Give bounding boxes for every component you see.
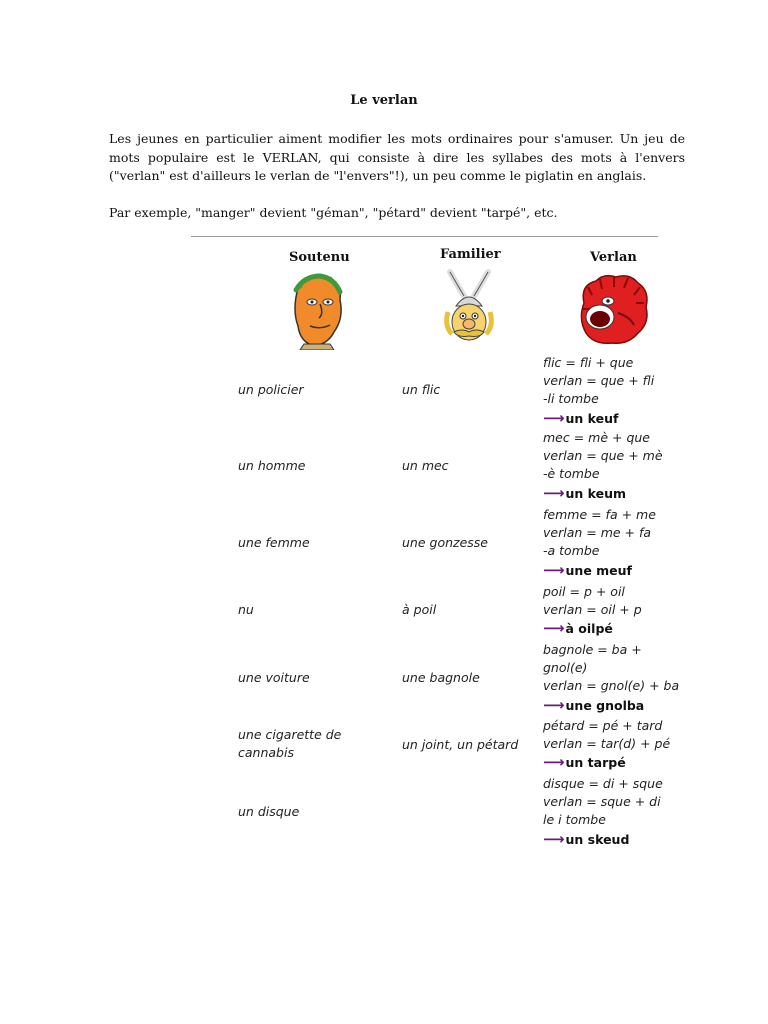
arrow-right-icon: ⟶ [543,695,564,714]
derivation-line: -a tombe [543,543,600,559]
verlan-result [543,484,683,503]
derivation-line: flic = fli + que [543,355,634,370]
arrow-right-icon: ⟶ [543,560,564,579]
familier-cell: une gonzesse [402,535,488,550]
header-soutenu: Soutenu [289,250,350,265]
arrow-right-icon: ⟶ [543,408,564,427]
verlan-cell [543,641,683,715]
shouting-character-image [578,273,650,347]
verlan-word: un keum [565,485,627,501]
arrow-right-icon: ⟶ [543,829,564,848]
verlan-result [543,409,683,428]
soutenu-cell: un policier [238,382,304,397]
arrow-right-icon: ⟶ [543,619,564,638]
derivation-line: verlan = gnol(e) + ba [543,678,680,694]
verlan-word: un keuf [565,410,619,426]
verlan-word: un tarpé [565,755,626,771]
header-familier: Familier [440,247,501,262]
table-top-rule [191,236,658,237]
intro-paragraph: Les jeunes en particulier aiment modifier les mots ordinaires pour s'amuser. Un jeu de mots populaire est le VERLAN, qui consiste à dire les syllabes des mots à l'envers ("verlan" est d'ailleurs le verlan de "l'envers"!), un peu comme le piglatin en anglais. [109,131,685,183]
familier-cell: un flic [402,382,441,397]
header-verlan: Verlan [590,250,637,265]
verlan-cell [543,506,683,580]
derivation-line: verlan = me + fa [543,525,652,541]
derivation-line: bagnole = ba + [543,642,642,657]
derivation-line: gnol(e) [543,660,588,676]
derivation-line: disque = di + sque [543,776,663,791]
soutenu-cell: nu [238,602,254,617]
derivation-line: poil = p + oil [543,584,625,599]
verlan-word: une gnolba [565,697,645,713]
verlan-result [543,619,683,638]
derivation-line: verlan = oil + p [543,602,642,618]
verlan-result [543,753,683,772]
soutenu-cell: un disque [238,804,300,819]
derivation-line: verlan = que + mè [543,448,663,464]
verlan-word: un skeud [565,831,630,847]
familier-cell: à poil [402,602,437,617]
arrow-right-icon: ⟶ [543,483,564,502]
verlan-result [543,830,683,849]
verlan-cell [543,583,683,639]
gaul-caricature-image [440,268,498,350]
familier-cell: un mec [402,458,449,473]
example-paragraph: Par exemple, "manger" devient "géman", "pétard" devient "tarpé", etc. [109,205,558,220]
derivation-line: verlan = tar(d) + pé [543,736,671,752]
derivation-line: verlan = que + fli [543,373,655,389]
verlan-word: une meuf [565,562,632,578]
verlan-cell [543,354,683,428]
derivation-line: -li tombe [543,391,599,407]
roman-caricature-image [290,270,346,350]
verlan-result [543,696,683,715]
soutenu-cell: une cigarette de cannabis [238,727,342,760]
soutenu-cell: une femme [238,535,310,550]
verlan-cell [543,717,683,773]
arrow-right-icon: ⟶ [543,753,564,772]
verlan-result [543,561,683,580]
page-title: Le verlan [350,93,418,108]
verlan-cell [543,775,683,849]
verlan-cell [543,429,683,503]
verlan-word: à oilpé [565,621,613,637]
derivation-line: -è tombe [543,466,600,482]
derivation-line: verlan = sque + di [543,794,661,810]
derivation-line: pétard = pé + tard [543,718,663,733]
derivation-line: le i tombe [543,812,606,828]
derivation-line: femme = fa + me [543,507,656,522]
derivation-line: mec = mè + que [543,430,650,445]
familier-cell: une bagnole [402,670,480,685]
soutenu-cell: un homme [238,458,306,473]
soutenu-cell: une voiture [238,670,310,685]
familier-cell: un joint, un pétard [402,737,519,752]
